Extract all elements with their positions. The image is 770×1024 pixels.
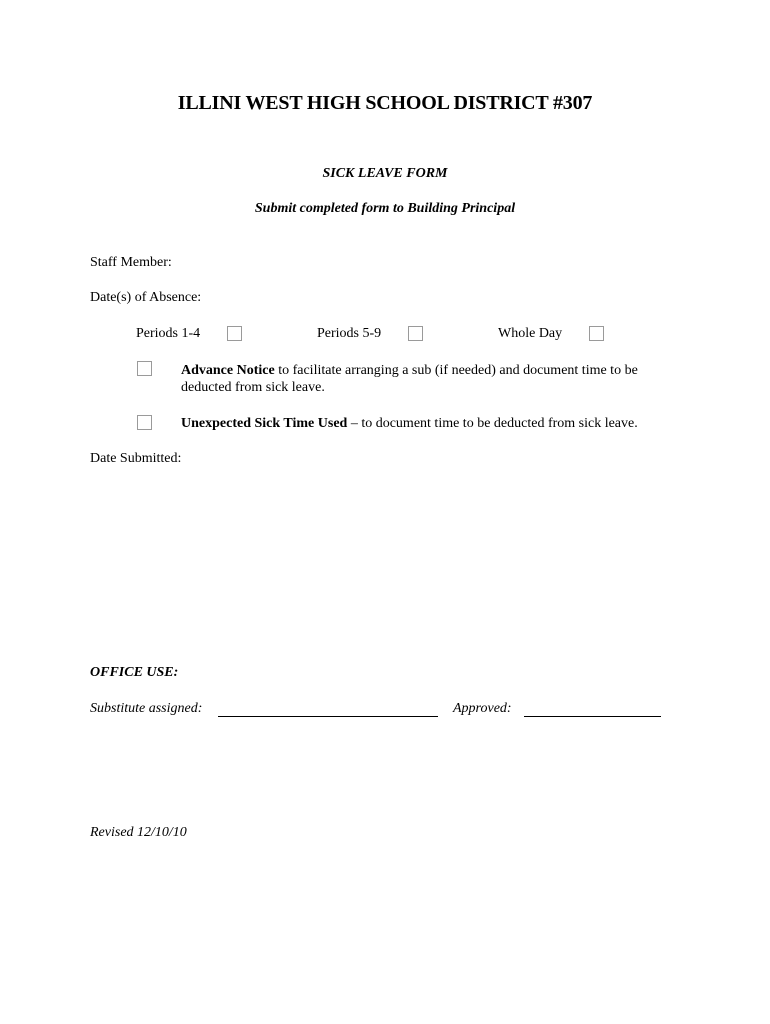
periods-1-4-checkbox[interactable] <box>227 326 242 341</box>
staff-member-label: Staff Member: <box>90 255 172 270</box>
unexpected-sick-text <box>181 415 741 432</box>
substitute-assigned-line[interactable] <box>218 716 438 717</box>
submit-instruction: Submit completed form to Building Principal <box>254 201 516 216</box>
office-use-heading: OFFICE USE: <box>90 665 179 680</box>
whole-day-label: Whole Day <box>498 326 563 341</box>
unexpected-sick-checkbox[interactable] <box>137 415 152 430</box>
date-submitted-label: Date Submitted: <box>90 451 182 466</box>
unexpected-sick-description: – to document time to be deducted from sick leave. <box>347 416 638 431</box>
advance-notice-label: Advance Notice <box>181 363 275 378</box>
advance-notice-checkbox[interactable] <box>137 361 152 376</box>
advance-notice-description: to facilitate arranging a sub (if needed) and document time to be deducted from sick leave. <box>181 363 638 395</box>
district-title: ILLINI WEST HIGH SCHOOL DISTRICT #307 <box>177 92 593 114</box>
approved-label: Approved: <box>453 701 512 716</box>
periods-1-4-label: Periods 1-4 <box>136 326 201 341</box>
whole-day-checkbox[interactable] <box>589 326 604 341</box>
form-title: SICK LEAVE FORM <box>322 166 448 181</box>
dates-of-absence-label: Date(s) of Absence: <box>90 290 202 305</box>
revised-date: Revised 12/10/10 <box>90 825 187 840</box>
periods-5-9-label: Periods 5-9 <box>317 326 382 341</box>
substitute-assigned-label: Substitute assigned: <box>90 701 203 716</box>
approved-line[interactable] <box>524 716 661 717</box>
periods-5-9-checkbox[interactable] <box>408 326 423 341</box>
advance-notice-text <box>181 362 691 396</box>
unexpected-sick-label: Unexpected Sick Time Used <box>181 416 348 431</box>
